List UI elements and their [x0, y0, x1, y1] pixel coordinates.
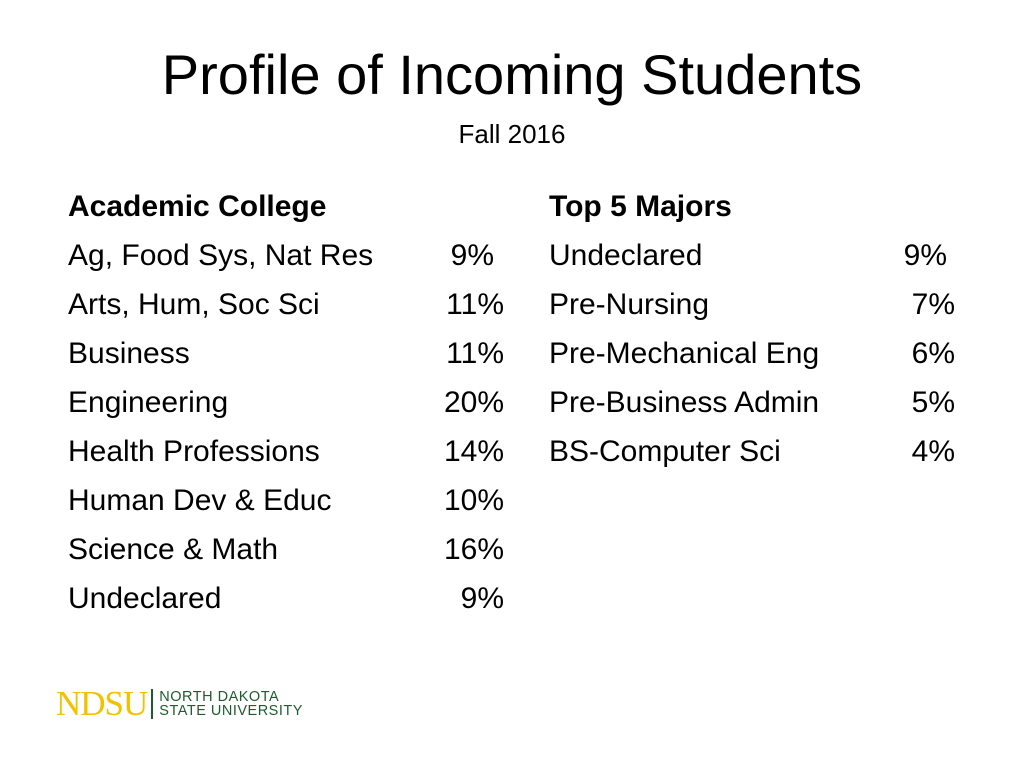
college-percent: 16%	[443, 533, 504, 566]
college-name: Undeclared	[68, 582, 222, 615]
major-name: Pre-Nursing	[549, 288, 710, 321]
college-percent: 9%	[450, 239, 494, 272]
college-name: Engineering	[68, 386, 229, 419]
college-row	[68, 329, 508, 378]
major-row	[549, 378, 955, 427]
major-row	[549, 427, 955, 476]
college-percent: 11%	[446, 337, 504, 370]
college-percent: 10%	[443, 484, 504, 517]
slide-title: Profile of Incoming Students	[161, 43, 863, 106]
major-row	[549, 231, 955, 280]
college-row	[68, 378, 508, 427]
top-majors-heading: Top 5 Majors	[549, 190, 732, 223]
college-row	[68, 231, 508, 280]
major-name: BS-Computer Sci	[549, 435, 781, 468]
academic-college-heading: Academic College	[68, 190, 327, 223]
slide-subtitle: Fall 2016	[458, 119, 566, 149]
college-name: Ag, Food Sys, Nat Res	[68, 239, 374, 272]
college-name: Business	[68, 337, 190, 370]
major-name: Pre-Mechanical Eng	[549, 337, 820, 370]
college-name: Health Professions	[68, 435, 320, 468]
college-row	[68, 476, 508, 525]
ndsu-logo-wordmark	[159, 690, 303, 718]
major-name: Undeclared	[549, 239, 703, 272]
college-name: Arts, Hum, Soc Sci	[68, 288, 320, 321]
major-percent: 9%	[903, 239, 947, 272]
college-name: Science & Math	[68, 533, 279, 566]
ndsu-logo	[56, 684, 303, 724]
college-percent: 20%	[443, 386, 504, 419]
college-row	[68, 525, 508, 574]
major-percent: 6%	[911, 337, 955, 370]
college-row	[68, 427, 508, 476]
college-name: Human Dev & Educ	[68, 484, 332, 517]
major-row	[549, 280, 955, 329]
major-name: Pre-Business Admin	[549, 386, 820, 419]
college-percent: 11%	[446, 288, 504, 321]
ndsu-logo-mark: NDSU	[56, 684, 148, 723]
college-row	[68, 574, 508, 623]
major-percent: 7%	[911, 288, 955, 321]
academic-college-column	[68, 182, 508, 623]
college-row	[68, 280, 508, 329]
college-percent: 9%	[460, 582, 504, 615]
major-percent: 5%	[911, 386, 955, 419]
logo-line-1: NORTH DAKOTA	[159, 689, 280, 705]
logo-divider	[151, 689, 153, 719]
major-percent: 4%	[911, 435, 955, 468]
college-percent: 14%	[443, 435, 504, 468]
logo-line-2: STATE UNIVERSITY	[159, 703, 303, 719]
top-majors-column	[549, 182, 955, 476]
major-row	[549, 329, 955, 378]
